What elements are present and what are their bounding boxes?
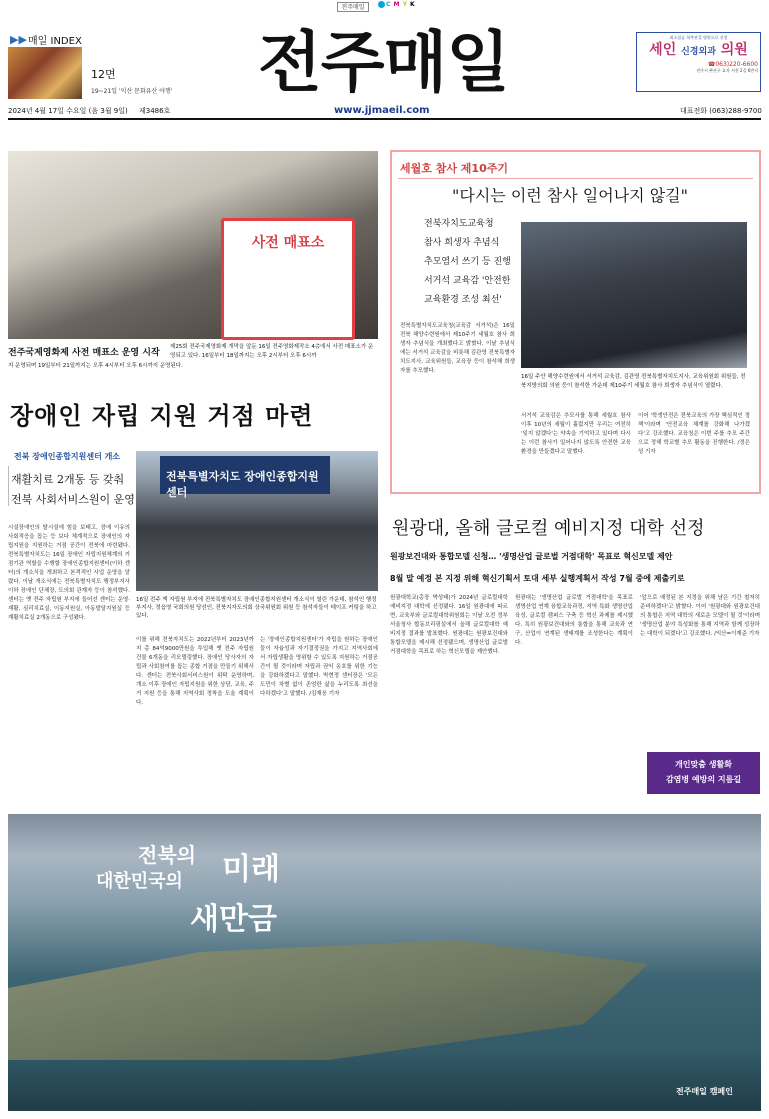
site-url[interactable]: www.jjmaeil.com	[334, 105, 430, 116]
clinic-ad-address: 전주시 완산구 효자 서천 2길 6번지	[696, 68, 758, 73]
sewol-headline[interactable]: "다시는 이런 참사 일어나지 않길"	[452, 186, 688, 205]
clinic-name-a: 세인	[649, 42, 677, 58]
photo-caption-title: 전주국제영화제 사전 매표소 운영 시작	[8, 348, 160, 358]
index-thumbnail[interactable]	[8, 47, 82, 99]
masthead-rule	[8, 118, 761, 120]
center-sign: 전북특별자치도 장애인종합지원센터	[160, 456, 330, 494]
memorial-photo-caption: 16일 주안 해양수련원에서 서거석 교육감, 김관영 전북특별자치도지사, 교육위원회 위원들, 전북지방의회 의원 등이 참석한 가운데 제10주기 세월호 참사 희생자 추념식이 열렸다.	[521, 374, 746, 389]
ad-text-saemangeum: 새만금	[190, 902, 277, 937]
center-photo-caption: 16일 전주 엑 자립원 부지에 전북특별자치도 장애인종합지원센터 개소식이 열린 가운데, 참석인 행정부지사, 정읍영 국회의원 당선인, 전북지자도의회 상국위원회 위원 등 참석자들이 테이프 커팅을 하고 있다.	[136, 597, 377, 619]
wonkwang-sub-2: 8월 말 예정 본 지정 위해 혁신기획서 토대 세부 실행계획서 작성 7월 중에 제출키로	[390, 574, 685, 583]
newspaper-logo: 전주매일	[258, 24, 510, 101]
sewol-sub-line: 교육환경 조성 최선'	[424, 295, 502, 305]
cmyk-marks	[378, 1, 416, 8]
photo-caption: 제25회 전주국제영화제 개막을 앞둔 16일 전주영화제작소 4층에서 사전 매표소가 운영되고 있다. 16일부터 18일까지는 오후 2시부터 오후 6시까	[170, 344, 374, 359]
kicker-disability: 전북 장애인종합지원센터 개소	[14, 452, 121, 461]
index-page-number: 12면	[91, 68, 116, 81]
sewol-sub-line: 참사 희생자 추념식	[424, 238, 500, 248]
cmyk-c: C	[386, 1, 391, 8]
article-col: 는 '장애인종합지원센터'가 자립을 원하는 장애인들이 자율성과 자기결정권을 가지고 지역사회에서 자립생활을 영위할 수 있도록 지원하는 거점공간이 될 것이라며 자립과 권익 옹호를 위한 기능을 강화하겠다고 말했다. 박현정 센터장은 '모든 도민이 차별 없이 존엄한 삶을 누리도록 최선을 다하겠다'고 말했다. /김재웅 기자	[260, 637, 378, 697]
article-col: 시설장애인의 탈시설에 힘을 보태고, 장애 이유의 사회적응을 돕는 등 보다 체계적으로 장애인의 자립지원을 지원하는 거점 공간이 전북에 마련됐다. 전북특별자치도는 16일 장애인 자립지원체계의 거점기관 역할을 수행할 장애인종합지원센터(이하 센터)의 개소식을 개최하고 본격적인 사업 운영을 알렸다. 이날 개소식에는 전북특별자치도 행정부지사 이하 장애인 단체장, 도의회 관계자 등이 참석했다. 센터는 옛 전주 자립원 부지에 들어선 센터는 운영·재활, 심리치료실, 이동지원실, 아동발달지원실 등 재활치료실 2개동으로 구성됐다.	[8, 525, 130, 621]
index-page-desc: 19~21일 '익산 문화유산 야행'	[91, 88, 173, 95]
article-col: 원광대학교(총장 박성태)가 2024년 글로컬대학 예비지정 대학에 선정됐다. 16일 원광대에 따르면, 교육부와 글로컬대학위원회는 이날 오전 정부서울청사 합동브리핑실에서 올해 글로컬대학 예비지정 결과를 발표했다. 원광대는 원광보건대와 통합모델을 제시해 선정됐으며, 생명산업 글로벌 거점대학을 목표로 하는 혁신모델을 제안했다.	[390, 595, 508, 655]
sewol-kicker: 세월호 참사 제10주기	[400, 162, 508, 175]
clinic-ad-name	[639, 41, 758, 61]
issue-date: 2024년 4월 17일 수요일 (음 3월 9일)	[8, 107, 128, 115]
sewol-sub-line: 서거석 교육감 '안전한	[424, 276, 511, 286]
ticket-booth-title: 사전 매표소	[251, 235, 325, 251]
wonkwang-sub-1: 원광보건대와 통합모델 신청… '생명산업 글로벌 거점대학' 목표로 혁신모델 제안	[390, 552, 673, 561]
article-col: 이를 위해 전북자치도는 2022년부터 2023년까지 총 84억9000만원을 투입해 옛 전주 자립원 건물 6개동을 리모델링했다. 장애인 당사자의 자립과 사회참여를 돕는 종합 거점을 만들기 위해서다. 센터는 전북사회서비스원이 위탁 운영하며, 개소 이후 장애인 자립지원을 위한 상담, 교육, 주거 지원 등을 통해 지역사회 정착을 도울 계획이다.	[136, 637, 254, 706]
sewol-rule	[398, 178, 753, 179]
clinic-name-b: 신경외과	[681, 47, 716, 57]
main-phone: 대표전화 (063)288-9700	[680, 107, 762, 115]
campaign-line-1: 개인맞춤 생활화	[675, 760, 732, 769]
clinic-ad-tagline: 최소침습 척추관절 병원으로 선정	[669, 35, 728, 40]
ad-text-future: 미래	[222, 852, 280, 887]
sewol-subheads	[424, 215, 511, 310]
subhead-bar	[8, 466, 9, 506]
cmyk-m: M	[393, 1, 400, 8]
memorial-photo[interactable]	[521, 222, 747, 368]
article-col: 전북특별자치도교육청(교육감 서거석)은 16일 전북 해양수련원에서 제10주기 세월호 참사 희생자 추념식을 개최했다고 밝혔다. 이날 추념식에는 서거석 교육감을 비롯해 김관영 전북특별자치도지사, 교육위원들, 교육장 등이 참석해 희생자를 추모했다.	[400, 323, 515, 374]
clinic-name-c: 의원	[720, 42, 748, 58]
article-col: 원광대는 '생명산업 글로벌 거점대학'을 목표로 생명산업 연계 융합교육과정, 지역 특화 생명산업 육성, 글로컬 캠퍼스 구축 등 혁신 과제를 제시했다. 특히 원광보건대와의 통합을 통해 교육과 연구, 산업이 연계된 생태계를 조성한다는 계획이다.	[515, 595, 633, 646]
photo-caption-cont: 지 운영되며 19일부터 21일까지는 오후 4시부터 오후 6시까지 운영된다.	[8, 363, 183, 369]
article-col: 이어 '학생안전은 전북교육의 가장 핵심적인 정책'이라며 '안전교육 체계를 강화해 나가겠다'고 강조했다. 교육청은 이번 주를 추모 주간으로 정해 학교별 추모 활동을 진행한다. /정은성 기자	[638, 413, 750, 455]
index-arrow-icon: ▶▶	[10, 33, 27, 46]
article-col: '앞으로 예정된 본 지정을 위해 남은 기간 철저히 준비하겠다'고 밝혔다. 이어 '원광대와 원광보건대의 통합은 지역 대학의 새로운 모델이 될 것'이라며 '생명산업 분야 특성화를 통해 지역과 함께 성장하는 대학이 되겠다'고 강조했다. /익산=이재준 기자	[640, 595, 760, 637]
ad-text-korea: 대한민국의	[96, 871, 183, 892]
ad-text-jeonbuk: 전북의	[138, 843, 196, 867]
headline-disability-center[interactable]: 장애인 자립 지원 거점 마련	[10, 402, 314, 430]
subhead-2: 전북 사회서비스원이 운영	[11, 493, 135, 506]
headline-wonkwang[interactable]: 원광대, 올해 글로컬 예비지정 대학 선정	[392, 518, 705, 539]
issue-number: 제3486호	[139, 107, 171, 115]
clinic-ad-phone: ☎063)220-6600	[707, 61, 758, 68]
index-label: 매일 INDEX	[28, 36, 82, 47]
sewol-sub-line: 전북자치도교육청	[424, 219, 494, 229]
sewol-sub-line: 추모염서 쓰기 등 진행	[424, 257, 511, 267]
campaign-line-2: 감염병 예방의 지름길	[665, 775, 742, 784]
health-campaign-box[interactable]	[647, 752, 760, 794]
cmyk-y: Y	[402, 1, 407, 8]
article-col: 서거석 교육감은 추모사를 통해 세월호 참사 이후 10년의 세월이 흘렀지만 우리는 여전히 '잊지 않겠다'는 약속을 기억하고 있다며 다시는 이런 참사가 일어나지 않도록 안전한 교육환경을 만들겠다고 말했다.	[521, 413, 631, 455]
clinic-ad[interactable]	[636, 32, 761, 92]
registration-mark: 전주매일	[337, 2, 369, 12]
ad-signature: 전주매일 캠페인	[676, 1087, 733, 1096]
subhead-1: 재활치료 2개동 등 갖춰	[11, 473, 125, 486]
cmyk-k: K	[410, 1, 415, 8]
